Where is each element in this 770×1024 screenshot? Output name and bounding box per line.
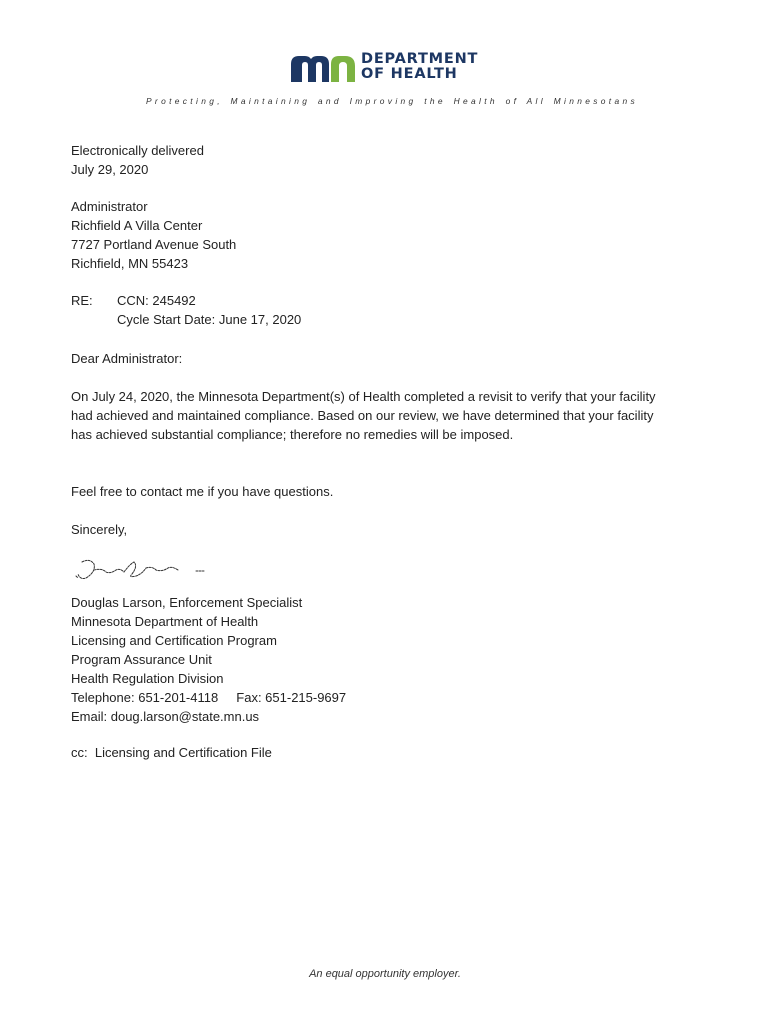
- recipient-facility: Richfield A Villa Center: [71, 218, 203, 233]
- recipient-city: Richfield, MN 55423: [71, 256, 189, 271]
- contact-line-text: Feel free to contact me if you have questions.: [71, 484, 334, 499]
- sender-phone-fax: Telephone: 651-201-4118 Fax: 651-215-9697: [71, 690, 347, 705]
- logo-line-department: DEPARTMENT: [361, 51, 479, 67]
- delivery-block: [71, 141, 204, 179]
- cc-line: [71, 743, 272, 762]
- body-line-2: had achieved and maintained compliance. Based on our review, we have determined that your facility: [71, 408, 654, 423]
- footer: An equal opportunity employer.: [309, 968, 461, 980]
- cc-text: cc: Licensing and Certification File: [71, 745, 272, 760]
- contact-line: [71, 482, 333, 501]
- salutation-text: Dear Administrator:: [71, 351, 183, 366]
- salutation: [71, 349, 182, 368]
- logo-wordmark: [361, 52, 478, 82]
- mn-logo-icon: [289, 52, 357, 84]
- sender-division: Health Regulation Division: [71, 671, 224, 686]
- re-cycle-date: Cycle Start Date: June 17, 2020: [117, 312, 302, 327]
- mn-health-logo: [289, 52, 489, 86]
- sender-block: [71, 593, 346, 726]
- re-ccn: CCN: 245492: [117, 293, 196, 308]
- sender-name: Douglas Larson, Enforcement Specialist: [71, 595, 303, 610]
- body-line-1: On July 24, 2020, the Minnesota Department(s) of Health completed a revisit to verify that your facility: [71, 389, 656, 404]
- sender-email: Email: doug.larson@state.mn.us: [71, 709, 260, 724]
- delivery-method: Electronically delivered: [71, 143, 204, 158]
- closing: [71, 520, 127, 539]
- sender-program: Licensing and Certification Program: [71, 633, 277, 648]
- recipient-address: [71, 197, 236, 273]
- logo-line-health: OF HEALTH: [361, 66, 458, 82]
- tagline: Protecting, Maintaining and Improving the Health of All Minnesotans: [146, 96, 638, 106]
- recipient-street: 7727 Portland Avenue South: [71, 237, 237, 252]
- body-line-3: has achieved substantial compliance; therefore no remedies will be imposed.: [71, 427, 514, 442]
- re-label: RE:: [71, 293, 93, 308]
- sender-unit: Program Assurance Unit: [71, 652, 212, 667]
- handwritten-signature: [72, 556, 212, 586]
- closing-text: Sincerely,: [71, 522, 128, 537]
- re-block: [117, 291, 301, 329]
- body-paragraph: [71, 387, 711, 444]
- sender-org: Minnesota Department of Health: [71, 614, 259, 629]
- letter-date: July 29, 2020: [71, 162, 149, 177]
- recipient-title: Administrator: [71, 199, 148, 214]
